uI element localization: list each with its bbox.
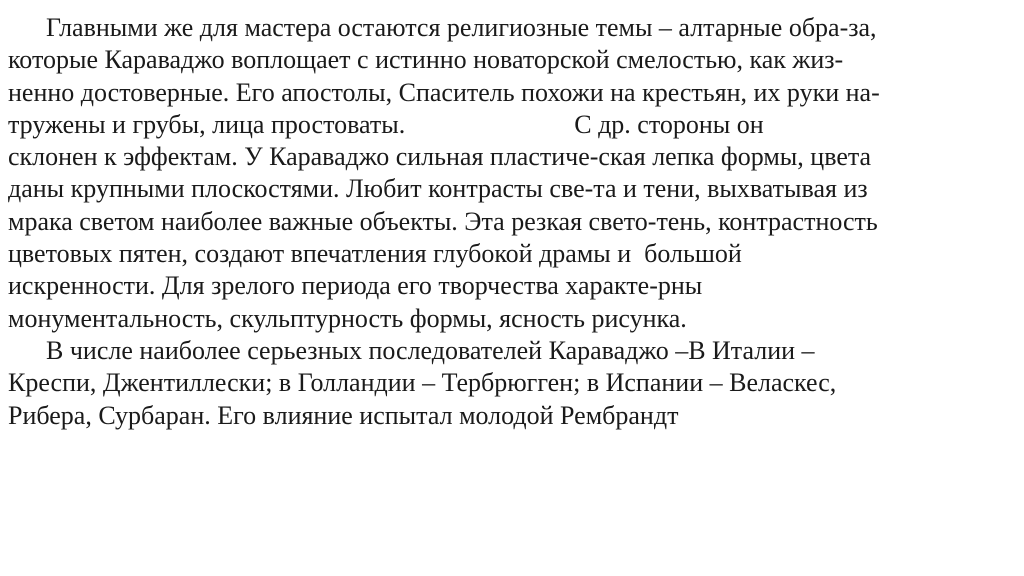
paragraph-2-line: Креспи, Джентиллески; в Голландии – Тербрюгген; в Испании – Веласкес, bbox=[8, 368, 837, 398]
paragraph-1-line: мрака светом наиболее важные объекты. Эта резкая свето-тень, контрастность bbox=[8, 206, 878, 236]
paragraph-1-line: искренности. Для зрелого периода его творчества характе-рны bbox=[8, 271, 703, 301]
paragraph-1-line: тружены и грубы, лица простоваты. С др. стороны он bbox=[8, 109, 764, 139]
paragraph-1-line: ненно достоверные. Его апостолы, Спаситель похожи на крестьян, их руки на- bbox=[8, 77, 880, 107]
body-text bbox=[8, 12, 1012, 432]
paragraph-1-line: цветовых пятен, создают впечатления глубокой драмы и большой bbox=[8, 239, 742, 269]
paragraph-1-line: монументальность, скульптурность формы, ясность рисунка. bbox=[8, 303, 687, 333]
paragraph-1-line: склонен к эффектам. У Караваджо сильная пластиче-ская лепка формы, цвета bbox=[8, 142, 872, 172]
paragraph-1-line: которые Караваджо воплощает с истинно новаторской смелостью, как жиз- bbox=[8, 45, 844, 75]
paragraph-1-line: Главными же для мастера остаются религиозные темы – алтарные обра-за, bbox=[46, 13, 877, 42]
paragraph-2-line: Рибера, Сурбаран. Его влияние испытал молодой Рембрандт bbox=[8, 400, 679, 430]
paragraph-2-line: В числе наиболее серьезных последователей Караваджо –В Италии – bbox=[46, 335, 815, 365]
paragraph-1-line: даны крупными плоскостями. Любит контрасты све-та и тени, выхватывая из bbox=[8, 174, 868, 204]
